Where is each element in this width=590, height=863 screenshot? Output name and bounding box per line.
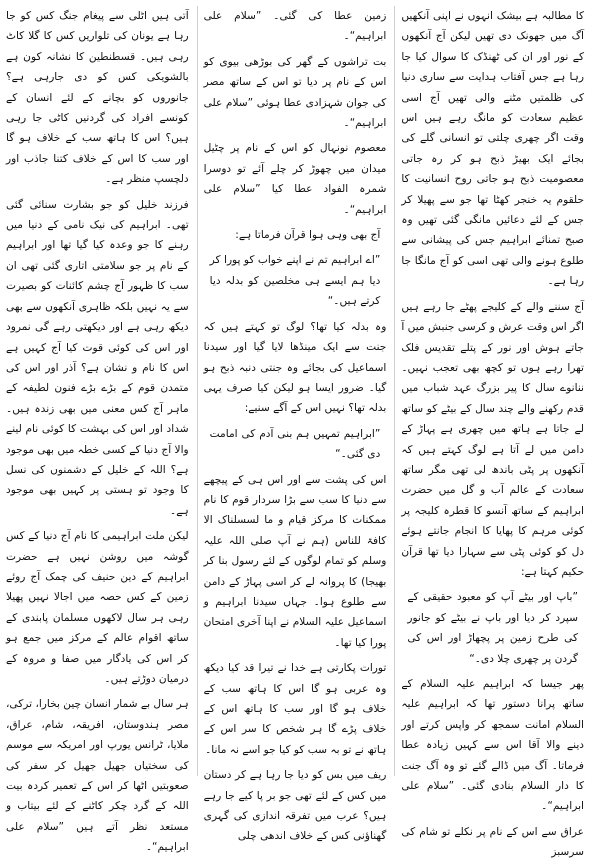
paragraph: معصوم نونہال کو اس کے نام پر چٹیل میدان میں چھوڑ کر چلے آئے تو دوسرا شمرہ الفواد عطا کیا ”سلام علی ابراہیم“۔ xyxy=(203,142,387,216)
paragraph: آج بھی وہی ہوا قرآن فرماتا ہے: xyxy=(235,229,381,242)
paragraph: بت تراشوں کے گھر کی بوڑھی بیوی کو اس کے نام پر دیا تو اس کے ساتھ مصر کی جوان شہزادی عطا ہوئی ”سلام علی ابراہیم“۔ xyxy=(203,55,387,130)
quranic-quote: ”باپ اور بیٹے آپ کو معبود حقیقی کے سپرد کر دیا اور باپ نے بیٹے کو جانور کی طرح زمین پر پچھاڑ اور اس کی گردن پر چھری چلا دی۔“ xyxy=(407,591,578,665)
quranic-quote: ”اے ابراہیم تم نے اپنے خواب کو پورا کر دیا ہم ایسے ہی مخلصین کو بدلہ دیا کرتے ہیں۔“ xyxy=(209,254,381,308)
quranic-quote: ”ابراہیم تمہیں ہم بنی آدم کی امامت دی گئی۔“ xyxy=(209,427,381,461)
paragraph: آج سننے والے کے کلیجے پھٹے جا رہے ہیں اگر اس وقت عرش و کرسی جنبش میں آ جاتے ہوش اور نور کے پتلے تقدیس فلک تھرا رہے ہوں تو کچھ بھی تعجب نہیں۔ ننانوے سال کا پیر بزرگ عہد شباب میں قدم رکھنے والے چند سال کے بیٹے کو ساتھ لے جاتا ہے ہاتھ میں چھری ہے پہاڑ کے دامن میں لے آتا ہے لوگ کہتے ہیں کہ آنکھوں پر پٹی باندھ لی تھی مگر ساتھ سعادت کے عالم آب و گل میں حضرت ابراہیم کے ساتھ آنسو کا قطرہ کلیجہ پر کوئی مرہم کا پھایا کا انجام جانتے ہوئے دل کو کوئی پٹی سے سہارا دیا تھا قرآن حکیم کہتا ہے: xyxy=(401,300,584,578)
paragraph: اس کی پشت سے اور اس ہی کے پیچھے سے دنیا کا سب سے بڑا سردار قوم کا نام ممکنات کا مرکز قیام و ما لسسلناک الا کافۃ للناس (ہم نے آپ صلی اللہ علیہ وسلم کو تمام لوگوں کے لئے رسول بنا کر بھیجا) کا پروانہ لے کر اسی پہاڑ کے دامن سے طلوع ہوا۔ جہاں سیدنا ابراہیم و اسماعیل علیہ السلام نے اپنا آخری امتحان پورا کیا تھا۔ xyxy=(203,473,387,649)
paragraph: پھر جیسا کہ ابراہیم علیہ السلام کے ساتھ پرانا دستور تھا کہ ابراہیم علیہ السلام امانت سمجھ کر واپس کرتے اور دینے والا آقا اس سے کہیں زیادہ عطا فرماتا۔ آگ میں ڈالے گئے تو وہ آگ جنت کا دار السلام بنادی گئی۔ ”سلام علی ابراہیم“۔ xyxy=(401,678,584,813)
text-column-middle xyxy=(197,6,387,843)
paragraph: وہ بدلہ کیا تھا؟ لوگ تو کہتے ہیں کہ جنت سے ایک مینڈھا لایا گیا اور سیدنا اسماعیل کی بجائے وہ جنتی دنبہ ذبح ہو گیا۔ ضرور ایسا ہو لیکن کیا صرف یہی بدلہ تھا؟ نہیں اس کے آگے سنیے: xyxy=(203,320,387,415)
paragraph: ریف میں بس کو دیا جا رہا ہے کر دستان میں کس کے لئے تھی جو بر پا کیے جا رہے ہیں؟ عرب میں تفرقہ اندازی کی گہری گھناؤنی کس کے خلاف اندھی چلی xyxy=(203,769,387,843)
text-column-right xyxy=(394,6,584,859)
paragraph: کا مطالبہ ہے بیشک انہوں نے اپنی آنکھیں آگ میں جھونک دی تھیں لیکن آج آنکھوں کے نور اور ان کی ٹھنڈک کا سوال کیا جا رہا ہے جس آفتاب ہدایت سے ساری دنیا کی ظلمتیں مٹنے والی تھیں آج اسی عظیم سعادت کو مانگ رہے ہیں اس وقت اگر چھری چلتی تو انسانی گلے کی بجائے ایک بھیڑ ذبح ہو کر رہ جاتی معصومیت ذبح ہو جاتی روح انسانیت کا حلقوم یہ خنجر کھٹا تھا جو سے پھیلا کر جس کے لئے دعائیں مانگی گئی تھیں وہ صبح تمنائے ابراہیم جس کی پیشانی سے طلوع ہونے والی تھی اسی کو آج مانگا جا رہا ہے۔ xyxy=(401,10,584,288)
paragraph: فرزند خلیل کو جو بشارت سنائی گئی تھی۔ ابراہیم کی نیک نامی کے دنیا میں رہنے کا جو وعدہ کیا گیا تھا اور ابراہیم کے نام پر جو سلامتی اتاری گئی تھی ان سب کا ظہور آج چشم کائنات کو بصیرت سے یہ نہیں بلکہ ظاہری آنکھوں سے بھی دیکھ رہی ہے اور دیکھتی رہے گی نمرود اور اس کی کوئی قوت کیا آج کہیں ہے اس کا نام و نشان ہے؟ آذر اور اس کی متمدن قوم کے بڑے بڑے فنون لطیفہ کے ماہر آج کس معنی میں بھی زندہ ہیں۔ شداد اور اس کی بہشت کا کوئی نام لینے والا آج دنیا کے کسی خطہ میں بھی موجود ہے؟ اللہ کے خلیل کے دشمنوں کی نسل کا وجود تو ہستی پر کہیں بھی موجود ہے۔ xyxy=(5,198,189,517)
paragraph: زمین عطا کی گئی۔ ”سلام علی ابراہیم“۔ xyxy=(203,10,387,43)
paragraph: تورات پکارتی ہے خدا نے تیرا قد کیا دیکھ وہ عربی ہو گا اس کا ہاتھ سب کے خلاف ہو گا اور سب کا ہاتھ اس کے خلاف پڑے گا ہر شخص کا سر اس کے ہاتھ نے تو بہ سب کو کیا جو اسے نہ مانا۔ xyxy=(203,662,387,756)
paragraph: لیکن ملت ابراہیمی کا نام آج دنیا کے کس گوشہ میں روشن نہیں ہے حضرت ابراہیم کے دین حنیف کی چمک آج روئے زمین کے کس حصہ میں اجالا نہیں پھیلا رہی ہر سال لاکھوں مسلمان پابندی کے ساتھ اقوام عالم کے مرکز میں جمع ہو کر اس کی یادگار میں صفا و مروہ کے درمیان دوڑتے ہیں۔ xyxy=(5,530,189,685)
text-column-left xyxy=(5,6,189,854)
paragraph: عراق سے اس کے نام پر نکلے تو شام کی سرسبز xyxy=(401,825,584,859)
paragraph: آتی ہیں اٹلی سے پیغام جنگ کس کو جا رہا ہے یونان کی تلواریں کس کا گلا کاٹ رہی ہیں۔ قسطنطین کا نشانہ کون ہے بالشویکی کس کو دی جارہی ہے؟ جانوروں کو بچانے کے لئے انسان کے کونسے افراد کی گردنیں کاٹی جا رہی ہیں؟ اس کا ہاتھ سب کے خلاف ہو گا اور سب کا اس کے خلاف کتنا جاذب اور دلچسپ منظر ہے۔ xyxy=(5,10,189,186)
paragraph: ہر سال بے شمار انسان چین بخارا، ترکی، مصر ہندوستان، افریقہ، شام، عراق، ملایا، ٹرانس یورپ اور امریکہ سے موسم کی سختیاں جھیل جھیل کر سفر کی صعوبتیں اٹھا کر اس کے تعمیر کردہ بیت اللہ کے گرد چکر کاٹنے کے لئے بیتاب و مستعد نظر آتے ہیں ”سلام علی ابراہیم“۔ xyxy=(5,698,189,854)
